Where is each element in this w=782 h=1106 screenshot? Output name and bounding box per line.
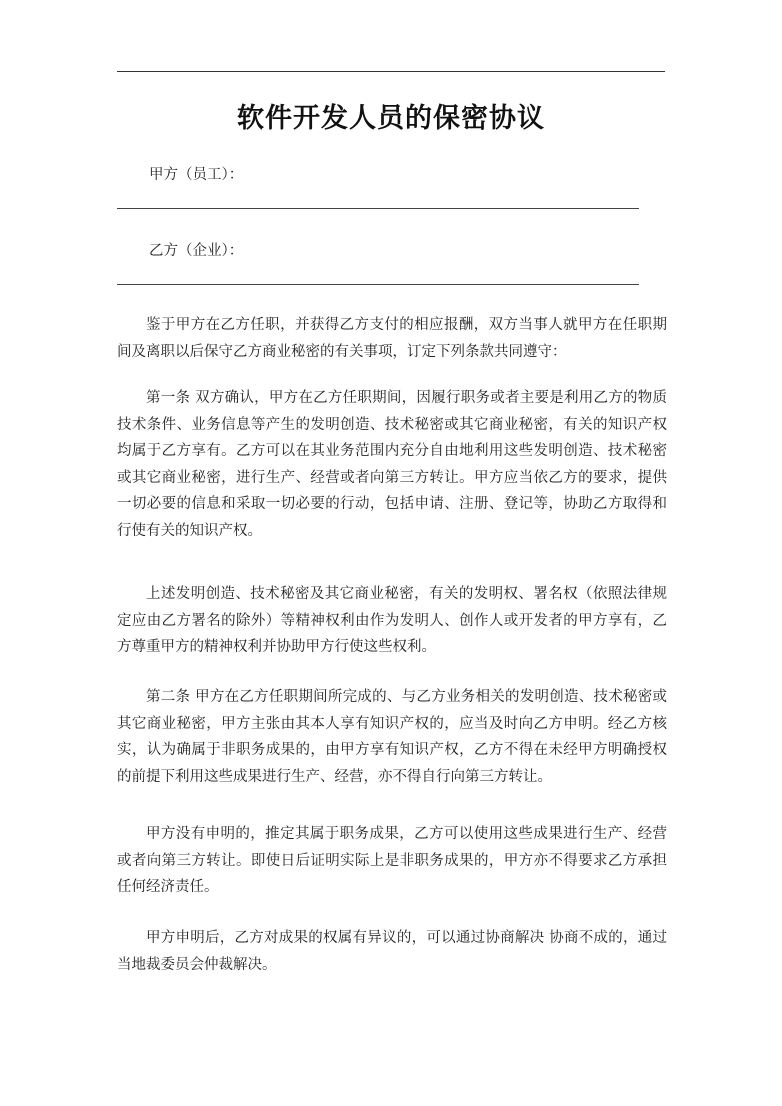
party-b-label: 乙方（企业）：	[149, 243, 244, 259]
party-b-blank-line	[117, 284, 639, 285]
party-a-label: 甲方（员工）：	[149, 167, 244, 183]
header-rule	[117, 71, 665, 72]
party-a-blank-line	[117, 208, 639, 209]
article-two-paragraph: 第二条 甲方在乙方任职期间所完成的、与乙方业务相关的发明创造、技术秘密或其它商业秘密，甲方主张由其本人享有知识产权的，应当及时向乙方申明。经乙方核实，认为确属于非职务成果的，由甲方享有知识产权，乙方不得在未经甲方明确授权的前提下利用这些成果进行生产、经营，亦不得自行向第三方转让。	[117, 689, 667, 785]
article-one-paragraph: 第一条 双方确认，甲方在乙方任职期间，因履行职务或者主要是利用乙方的物质技术条件、业务信息等产生的发明创造、技术秘密或其它商业秘密，有关的知识产权均属于乙方享有。乙方可以在其业务范围内充分自由地利用这些发明创造、技术秘密或其它商业秘密，进行生产、经营或者向第三方转让。甲方应当依乙方的要求，提供一切必要的信息和采取一切必要的行动，包括申请、注册、登记等，协助乙方取得和行使有关的知识产权。	[117, 390, 667, 539]
moral-rights-paragraph: 上述发明创造、技术秘密及其它商业秘密，有关的发明权、署名权（依照法律规定应由乙方署名的除外）等精神权利由作为发明人、创作人或开发者的甲方享有，乙方尊重甲方的精神权利并协助甲方行使这些权利。	[117, 586, 667, 655]
document-title: 软件开发人员的保密协议	[237, 103, 545, 134]
no-declaration-paragraph: 甲方没有申明的，推定其属于职务成果，乙方可以使用这些成果进行生产、经营或者向第三方转让。即使日后证明实际上是非职务成果的，甲方亦不得要求乙方承担任何经济责任。	[117, 826, 667, 895]
preamble-paragraph: 鉴于甲方在乙方任职，并获得乙方支付的相应报酬，双方当事人就甲方在任职期间及离职以后保守乙方商业秘密的有关事项，订定下列条款共同遵守：	[117, 317, 667, 360]
dispute-resolution-paragraph: 甲方申明后，乙方对成果的权属有异议的，可以通过协商解决 协商不成的，通过当地裁委员会仲裁解决。	[117, 930, 667, 973]
